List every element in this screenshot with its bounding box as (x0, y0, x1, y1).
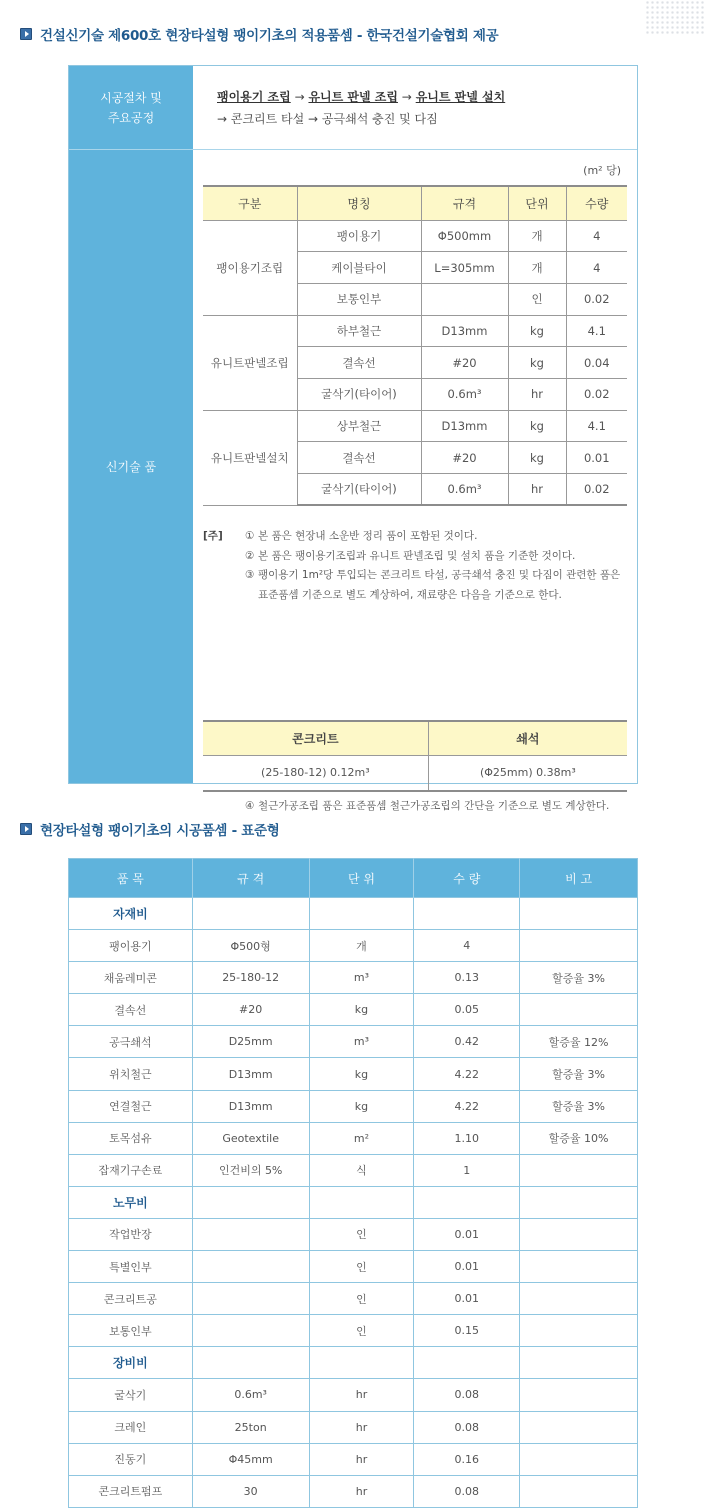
material-value: (25-180-12) 0.12m³ (203, 755, 428, 791)
table-cell: D13mm (421, 315, 508, 347)
table-cell: 보통인부 (297, 283, 421, 315)
table-cell: 0.6m³ (421, 474, 508, 506)
table-row (69, 962, 638, 994)
table-cell: 0.08 (414, 1475, 520, 1507)
table-row (203, 410, 627, 442)
table-cell: 0.01 (414, 1283, 520, 1315)
table-cell: 할증율 12% (520, 1026, 638, 1058)
table-cell: 30 (192, 1475, 309, 1507)
standard-pum-table (68, 858, 638, 1508)
process-steps (193, 66, 505, 149)
table-row (203, 315, 627, 347)
table-cell: m³ (309, 1026, 414, 1058)
table-cell: hr (508, 378, 566, 410)
table-cell: 0.13 (414, 962, 520, 994)
table-cell: 콘크리트공 (69, 1283, 193, 1315)
table-cell: 결속선 (297, 442, 421, 474)
table-cell: 케이블타이 (297, 252, 421, 284)
process-label-line1: 시공절차 및 (100, 90, 162, 105)
table-cell: 식 (309, 1154, 414, 1186)
table-cell (520, 1315, 638, 1347)
table-cell: 0.42 (414, 1026, 520, 1058)
process-row (69, 66, 637, 150)
group-name: 유니트판넬설치 (203, 410, 297, 505)
table-header: 명칭 (297, 186, 421, 220)
table-cell: 인 (309, 1251, 414, 1283)
table-cell (414, 898, 520, 930)
table-cell (309, 898, 414, 930)
table-cell: hr (309, 1411, 414, 1443)
table-cell: 인 (309, 1283, 414, 1315)
table-cell: D13mm (421, 410, 508, 442)
section2-title: 현장타설형 팽이기초의 시공품셈 - 표준형 (40, 823, 280, 839)
table-cell: 0.01 (414, 1251, 520, 1283)
table-header: 단위 (508, 186, 566, 220)
bullet-arrow-icon (20, 823, 32, 835)
table-cell: kg (508, 442, 566, 474)
note-item (203, 527, 628, 547)
table-cell (520, 1283, 638, 1315)
note-tag: [주] (203, 530, 223, 542)
process-label-line2: 주요공정 (107, 110, 155, 125)
table-cell: hr (309, 1379, 414, 1411)
note-item (203, 566, 628, 605)
category-label: 노무비 (69, 1186, 193, 1218)
pum-table (203, 185, 627, 506)
table-row (69, 1186, 638, 1218)
notes (203, 527, 628, 605)
table-cell: 팽이용기 (297, 220, 421, 252)
unit-note: (m² 당) (583, 164, 621, 177)
note-item (203, 797, 628, 817)
table-cell: m³ (309, 962, 414, 994)
table-cell: 0.16 (414, 1443, 520, 1475)
pum-content (193, 150, 637, 812)
table-cell: 1.10 (414, 1122, 520, 1154)
table-cell: 팽이용기 (69, 930, 193, 962)
process-line2: → 콘크리트 타설 → 공극쇄석 충진 및 다짐 (217, 112, 438, 126)
table-cell: #20 (421, 442, 508, 474)
table-cell: 4.22 (414, 1058, 520, 1090)
process-line1 (217, 86, 505, 108)
table-cell: D25mm (192, 1026, 309, 1058)
process-step: 유니트 판넬 설치 (415, 90, 506, 104)
table-cell: 결속선 (69, 994, 193, 1026)
table-cell (192, 1315, 309, 1347)
table-cell: 0.02 (566, 474, 627, 506)
table-cell: 할증율 3% (520, 1090, 638, 1122)
table-cell: 연결철근 (69, 1090, 193, 1122)
table-cell: 0.02 (566, 378, 627, 410)
table-cell: 0.02 (566, 283, 627, 315)
table-cell: kg (508, 347, 566, 379)
table-cell: Φ500mm (421, 220, 508, 252)
table-cell (520, 898, 638, 930)
table-cell (520, 994, 638, 1026)
note-text: 본 품은 팽이용기조립과 유니트 판넬조립 및 설치 품을 기준한 것이다. (258, 549, 576, 562)
table-cell: 4 (566, 252, 627, 284)
table-row (69, 1443, 638, 1475)
table-cell: 0.6m³ (192, 1379, 309, 1411)
table-cell (192, 1283, 309, 1315)
table-cell: #20 (192, 994, 309, 1026)
table-cell: 4 (414, 930, 520, 962)
table-cell: kg (508, 410, 566, 442)
table-row (69, 1315, 638, 1347)
table-cell (309, 1186, 414, 1218)
table-row (69, 1218, 638, 1250)
table-cell (520, 1251, 638, 1283)
table-cell (192, 898, 309, 930)
table-row (69, 1090, 638, 1122)
bullet-arrow-icon (20, 28, 32, 40)
table-cell: 할증율 3% (520, 962, 638, 994)
arrow-icon: → (294, 90, 305, 104)
table-cell: 토목섬유 (69, 1122, 193, 1154)
table-row (69, 994, 638, 1026)
pum-row (69, 150, 637, 812)
table-cell: 굴삭기(타이어) (297, 378, 421, 410)
table-cell (192, 1218, 309, 1250)
decorative-dot-pattern (645, 0, 705, 36)
table-cell: kg (309, 994, 414, 1026)
table-cell: m² (309, 1122, 414, 1154)
note-number: ② (245, 549, 255, 562)
table-cell: 4.22 (414, 1090, 520, 1122)
note-text: 본 품은 현장내 소운반 정리 품이 포함된 것이다. (258, 530, 478, 542)
note-text: 팽이용기 1m²당 투입되는 콘크리트 타설, 공극쇄석 충진 및 다짐이 관련한 품은 표준품셈 기준으로 별도 계상하여, 재료량은 다음을 기준으로 한다. (258, 569, 621, 601)
table-cell (414, 1347, 520, 1379)
process-step: 팽이용기 조립 (217, 90, 291, 104)
table-cell: 개 (508, 252, 566, 284)
table-row (69, 1154, 638, 1186)
table-header: 비 고 (520, 859, 638, 898)
table-cell: D13mm (192, 1058, 309, 1090)
table-cell: #20 (421, 347, 508, 379)
material-value: (Φ25mm) 0.38m³ (428, 755, 627, 791)
table-header: 품 목 (69, 859, 193, 898)
table-header: 단 위 (309, 859, 414, 898)
table-cell: 위치철근 (69, 1058, 193, 1090)
section1-heading (20, 24, 498, 44)
table-cell: 공극쇄석 (69, 1026, 193, 1058)
table-row (69, 898, 638, 930)
table-cell (421, 283, 508, 315)
table-row (69, 1251, 638, 1283)
table-cell: 특별인부 (69, 1251, 193, 1283)
table-cell: 인 (508, 283, 566, 315)
table-cell: 25ton (192, 1411, 309, 1443)
table-cell: 0.01 (566, 442, 627, 474)
table-cell: 채움레미콘 (69, 962, 193, 994)
table-cell: hr (309, 1475, 414, 1507)
table-cell: 굴삭기(타이어) (297, 474, 421, 506)
category-label: 장비비 (69, 1347, 193, 1379)
table-row (69, 1379, 638, 1411)
table-cell: 하부철근 (297, 315, 421, 347)
table-header: 수량 (566, 186, 627, 220)
table-cell: 진동기 (69, 1443, 193, 1475)
table-cell: kg (309, 1058, 414, 1090)
table-cell: 0.01 (414, 1218, 520, 1250)
table-cell: 0.6m³ (421, 378, 508, 410)
table-cell: 0.08 (414, 1379, 520, 1411)
table-cell: Φ45mm (192, 1443, 309, 1475)
table-cell: 25-180-12 (192, 962, 309, 994)
table-row (203, 220, 627, 252)
table-cell (414, 1186, 520, 1218)
table-header: 규 격 (192, 859, 309, 898)
table-cell: 4 (566, 220, 627, 252)
table-header: 규격 (421, 186, 508, 220)
table-cell (520, 1475, 638, 1507)
note-item (203, 547, 628, 567)
arrow-icon: → (401, 90, 412, 104)
note-number: ① (245, 530, 255, 542)
table-cell: kg (508, 315, 566, 347)
table-cell: 인건비의 5% (192, 1154, 309, 1186)
table-cell: 개 (508, 220, 566, 252)
table-cell (520, 1186, 638, 1218)
table-row (69, 1058, 638, 1090)
table-header: 구분 (203, 186, 297, 220)
material-header: 콘크리트 (203, 721, 428, 755)
material-table (203, 720, 627, 792)
table-cell (520, 1411, 638, 1443)
table-cell (520, 930, 638, 962)
note-number: ③ (245, 569, 255, 581)
table-cell: 굴삭기 (69, 1379, 193, 1411)
table-cell: 보통인부 (69, 1315, 193, 1347)
table-cell (520, 1347, 638, 1379)
table-cell: hr (508, 474, 566, 506)
table-cell: 할증율 10% (520, 1122, 638, 1154)
table-row (69, 1122, 638, 1154)
table-cell: 할증율 3% (520, 1058, 638, 1090)
table-cell: 잡재기구손료 (69, 1154, 193, 1186)
table-cell: 0.15 (414, 1315, 520, 1347)
table-cell (192, 1186, 309, 1218)
table-cell: 상부철근 (297, 410, 421, 442)
table-cell (309, 1347, 414, 1379)
table-cell: L=305mm (421, 252, 508, 284)
table-cell: 크레인 (69, 1411, 193, 1443)
table-cell: 4.1 (566, 410, 627, 442)
note-text: 철근가공조립 품은 표준품셈 철근가공조립의 간단을 기준으로 별도 계상한다. (258, 800, 610, 812)
process-step: 유니트 판넬 조립 (308, 90, 398, 104)
table-cell: hr (309, 1443, 414, 1475)
group-name: 유니트판넬조립 (203, 315, 297, 410)
new-tech-pum-box (68, 65, 638, 812)
table-cell: 인 (309, 1315, 414, 1347)
table-cell (192, 1251, 309, 1283)
table-cell: 결속선 (297, 347, 421, 379)
table-cell: 1 (414, 1154, 520, 1186)
table-cell: 4.1 (566, 315, 627, 347)
table-cell (520, 1154, 638, 1186)
table-row (69, 930, 638, 962)
table-cell: 인 (309, 1218, 414, 1250)
section2-heading (20, 819, 280, 839)
note-number: ④ (245, 800, 255, 812)
table-cell (520, 1379, 638, 1411)
table-cell: 작업반장 (69, 1218, 193, 1250)
process-label (69, 66, 193, 149)
table-cell: 개 (309, 930, 414, 962)
category-label: 자재비 (69, 898, 193, 930)
table-row (69, 1283, 638, 1315)
table-cell: D13mm (192, 1090, 309, 1122)
table-cell (520, 1443, 638, 1475)
section1-title: 건설신기술 제600호 현장타설형 팽이기초의 적용품셈 - 한국건설기술협회 제공 (40, 28, 499, 44)
table-cell: kg (309, 1090, 414, 1122)
table-row (69, 1411, 638, 1443)
table-row (69, 1347, 638, 1379)
pum-label: 신기술 품 (69, 150, 193, 783)
table-cell: 0.04 (566, 347, 627, 379)
table-cell (192, 1347, 309, 1379)
table-cell: 0.08 (414, 1411, 520, 1443)
table-cell (520, 1218, 638, 1250)
table-header: 수 량 (414, 859, 520, 898)
table-row (69, 1475, 638, 1507)
table-cell: 0.05 (414, 994, 520, 1026)
table-cell: Geotextile (192, 1122, 309, 1154)
table-row (69, 1026, 638, 1058)
table-cell: 콘크리트펌프 (69, 1475, 193, 1507)
table-cell: Φ500형 (192, 930, 309, 962)
material-header: 쇄석 (428, 721, 627, 755)
group-name: 팽이용기조립 (203, 220, 297, 315)
